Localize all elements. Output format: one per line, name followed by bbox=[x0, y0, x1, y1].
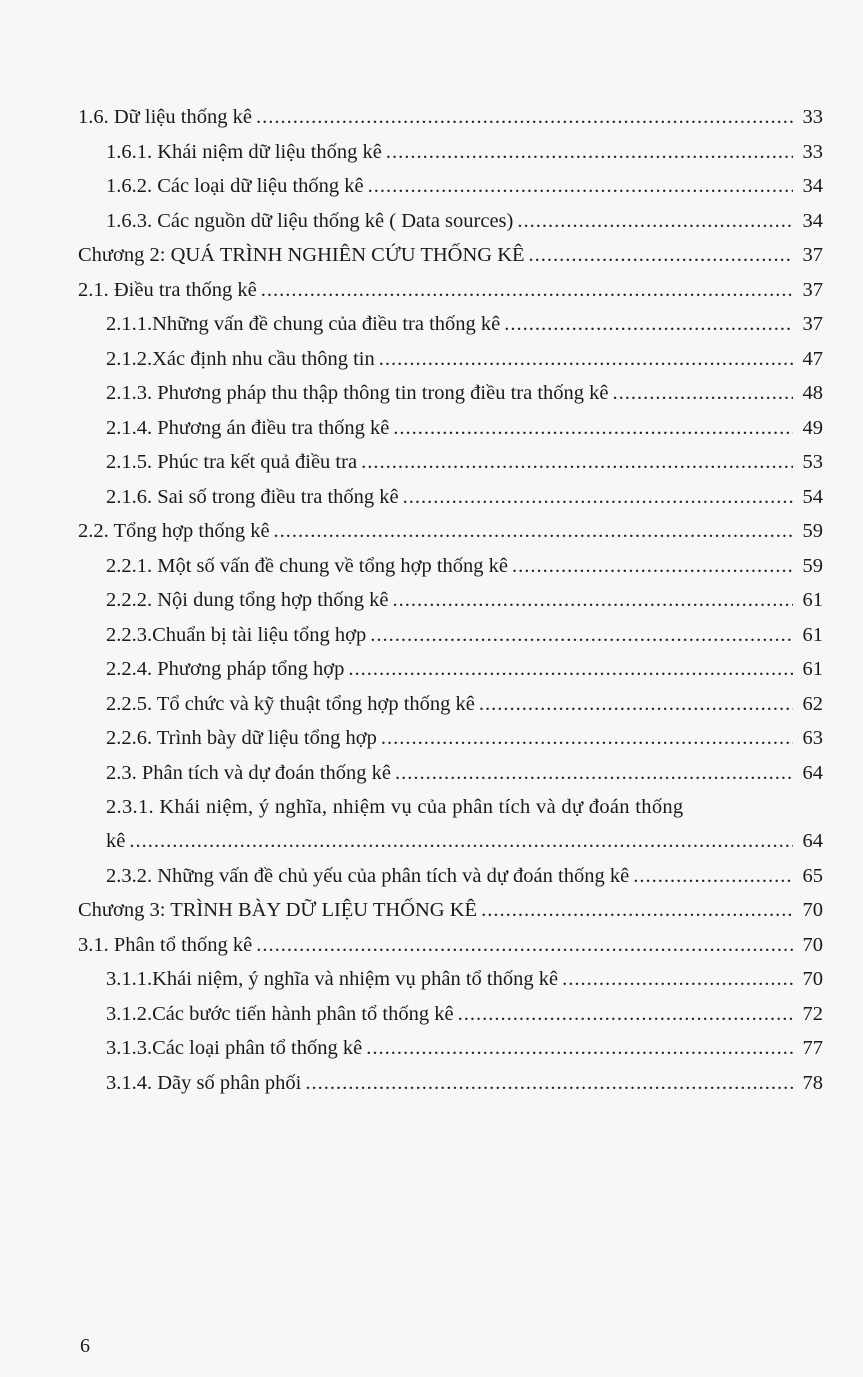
toc-entry-title-cont: kê bbox=[106, 830, 126, 852]
toc-entry-title: 3.1.3.Các loại phân tổ thống kê bbox=[106, 1037, 363, 1059]
toc-entry-title: 3.1.4. Dãy số phân phối bbox=[106, 1071, 302, 1094]
toc-entry bbox=[78, 792, 823, 856]
toc-entry-page: 77 bbox=[802, 1037, 823, 1059]
dot-leader bbox=[368, 171, 793, 201]
toc-entry-page: 47 bbox=[802, 347, 823, 370]
toc-entry-page: 62 bbox=[802, 692, 823, 715]
toc-entry-page: 34 bbox=[802, 209, 823, 232]
toc-entry-title: 2.3. Phân tích và dự đoán thống kê bbox=[106, 761, 391, 784]
toc-entry-title: 2.2.2. Nội dung tổng hợp thống kê bbox=[106, 589, 389, 611]
toc-entry bbox=[78, 447, 823, 477]
toc-entry bbox=[78, 861, 823, 891]
toc-entry-page: 33 bbox=[802, 140, 823, 163]
dot-leader bbox=[562, 964, 793, 994]
toc-entry bbox=[78, 102, 823, 132]
toc-entry bbox=[78, 309, 823, 339]
toc-entry-title: 3.1.2.Các bước tiến hành phân tổ thống kê bbox=[106, 1002, 454, 1025]
dot-leader bbox=[261, 275, 793, 305]
toc-entry bbox=[78, 240, 823, 270]
toc-entry-title: Chương 2: QUÁ TRÌNH NGHIÊN CỨU THỐNG KÊ bbox=[78, 244, 525, 266]
toc-entry-page: 61 bbox=[802, 658, 823, 680]
dot-leader bbox=[393, 413, 793, 443]
dot-leader bbox=[392, 585, 793, 615]
toc-entry-page: 59 bbox=[802, 554, 823, 577]
page-number: 6 bbox=[80, 1335, 90, 1357]
toc-entry-page: 61 bbox=[802, 589, 823, 611]
toc-entry bbox=[78, 137, 823, 167]
dot-leader bbox=[395, 758, 793, 788]
table-of-contents bbox=[78, 102, 823, 1102]
toc-entry-title: 2.1.4. Phương án điều tra thống kê bbox=[106, 416, 390, 439]
toc-entry-title: 2.1.5. Phúc tra kết quả điều tra bbox=[106, 451, 358, 473]
toc-entry-page: 37 bbox=[802, 313, 823, 335]
toc-entry-title: 1.6.2. Các loại dữ liệu thống kê bbox=[106, 175, 364, 197]
toc-entry-title: 2.2. Tổng hợp thống kê bbox=[78, 520, 270, 542]
toc-entry bbox=[78, 344, 823, 374]
toc-entry-page: 33 bbox=[802, 106, 823, 128]
toc-entry-continuation bbox=[106, 826, 823, 856]
dot-leader bbox=[361, 447, 793, 477]
dot-leader bbox=[348, 654, 793, 684]
dot-leader bbox=[129, 826, 793, 856]
toc-entry-title: 2.1.3. Phương pháp thu thập thông tin trong điều tra thống kê bbox=[106, 382, 609, 404]
toc-entry-page: 37 bbox=[802, 244, 823, 266]
toc-entry bbox=[78, 413, 823, 443]
dot-leader bbox=[633, 861, 793, 891]
dot-leader bbox=[613, 378, 793, 408]
toc-entry bbox=[78, 758, 823, 788]
toc-entry bbox=[78, 620, 823, 650]
toc-entry bbox=[78, 516, 823, 546]
toc-entry-page: 48 bbox=[802, 382, 823, 404]
toc-entry bbox=[78, 551, 823, 581]
toc-entry bbox=[78, 206, 823, 236]
toc-entry-title: 2.1.1.Những vấn đề chung của điều tra thống kê bbox=[106, 313, 501, 335]
toc-entry bbox=[78, 482, 823, 512]
toc-entry-title: 2.2.5. Tổ chức và kỹ thuật tổng hợp thống kê bbox=[106, 692, 475, 715]
toc-entry-title: 2.1.2.Xác định nhu cầu thông tin bbox=[106, 347, 375, 370]
toc-entry-title: 2.3.1. Khái niệm, ý nghĩa, nhiệm vụ của phân tích và dự đoán thống bbox=[106, 796, 684, 818]
dot-leader bbox=[274, 516, 793, 546]
dot-leader bbox=[305, 1068, 793, 1098]
toc-entry-title: 1.6. Dữ liệu thống kê bbox=[78, 106, 252, 128]
dot-leader bbox=[512, 551, 793, 581]
dot-leader bbox=[256, 102, 793, 132]
dot-leader bbox=[517, 206, 793, 236]
dot-leader bbox=[479, 689, 793, 719]
toc-entry-title: 2.2.6. Trình bày dữ liệu tổng hợp bbox=[106, 727, 377, 749]
toc-entry bbox=[78, 1068, 823, 1098]
toc-entry-page: 49 bbox=[802, 416, 823, 439]
toc-entry-title: 2.1. Điều tra thống kê bbox=[78, 278, 257, 301]
toc-entry-title: 3.1. Phân tổ thống kê bbox=[78, 933, 253, 956]
toc-entry bbox=[78, 723, 823, 753]
toc-entry bbox=[78, 654, 823, 684]
toc-entry-title: 2.2.1. Một số vấn đề chung về tổng hợp thống kê bbox=[106, 554, 509, 577]
toc-entry-title: 2.1.6. Sai số trong điều tra thống kê bbox=[106, 485, 399, 508]
toc-entry-title: 2.2.4. Phương pháp tổng hợp bbox=[106, 658, 345, 680]
toc-entry-page: 70 bbox=[802, 968, 823, 990]
toc-entry-title: 1.6.1. Khái niệm dữ liệu thống kê bbox=[106, 140, 382, 163]
toc-entry-page: 61 bbox=[802, 623, 823, 646]
toc-entry-title: 2.2.3.Chuẩn bị tài liệu tổng hợp bbox=[106, 623, 367, 646]
toc-entry-page: 54 bbox=[802, 485, 823, 508]
toc-entry bbox=[78, 1033, 823, 1063]
toc-entry-page: 64 bbox=[802, 761, 823, 784]
toc-entry bbox=[78, 171, 823, 201]
toc-entry bbox=[78, 930, 823, 960]
dot-leader bbox=[403, 482, 793, 512]
toc-entry-title: 1.6.3. Các nguồn dữ liệu thống kê ( Data sources) bbox=[106, 209, 514, 232]
toc-entry bbox=[78, 275, 823, 305]
dot-leader bbox=[386, 137, 793, 167]
toc-entry bbox=[78, 585, 823, 615]
dot-leader bbox=[504, 309, 793, 339]
dot-leader bbox=[379, 344, 793, 374]
toc-entry-page: 59 bbox=[802, 520, 823, 542]
dot-leader bbox=[458, 999, 793, 1029]
toc-entry bbox=[78, 689, 823, 719]
toc-entry-title: 3.1.1.Khái niệm, ý nghĩa và nhiệm vụ phân tổ thống kê bbox=[106, 968, 559, 990]
toc-entry bbox=[78, 895, 823, 925]
toc-entry bbox=[78, 378, 823, 408]
dot-leader bbox=[370, 620, 793, 650]
dot-leader bbox=[256, 930, 793, 960]
toc-entry-page: 37 bbox=[802, 278, 823, 301]
dot-leader bbox=[529, 240, 793, 270]
toc-entry-page: 70 bbox=[802, 933, 823, 956]
toc-entry-page: 64 bbox=[802, 830, 823, 852]
dot-leader bbox=[366, 1033, 793, 1063]
toc-entry-page: 70 bbox=[802, 899, 823, 921]
dot-leader bbox=[481, 895, 793, 925]
toc-entry bbox=[78, 999, 823, 1029]
toc-entry-page: 72 bbox=[802, 1002, 823, 1025]
toc-entry-page: 65 bbox=[802, 864, 823, 887]
toc-entry-page: 63 bbox=[802, 727, 823, 749]
toc-entry-title: Chương 3: TRÌNH BÀY DỮ LIỆU THỐNG KÊ bbox=[78, 899, 478, 921]
toc-entry-page: 78 bbox=[802, 1071, 823, 1094]
toc-entry-page: 53 bbox=[802, 451, 823, 473]
toc-entry bbox=[78, 964, 823, 994]
toc-entry-page: 34 bbox=[802, 175, 823, 197]
dot-leader bbox=[381, 723, 793, 753]
toc-entry-title: 2.3.2. Những vấn đề chủ yếu của phân tích và dự đoán thống kê bbox=[106, 864, 630, 887]
